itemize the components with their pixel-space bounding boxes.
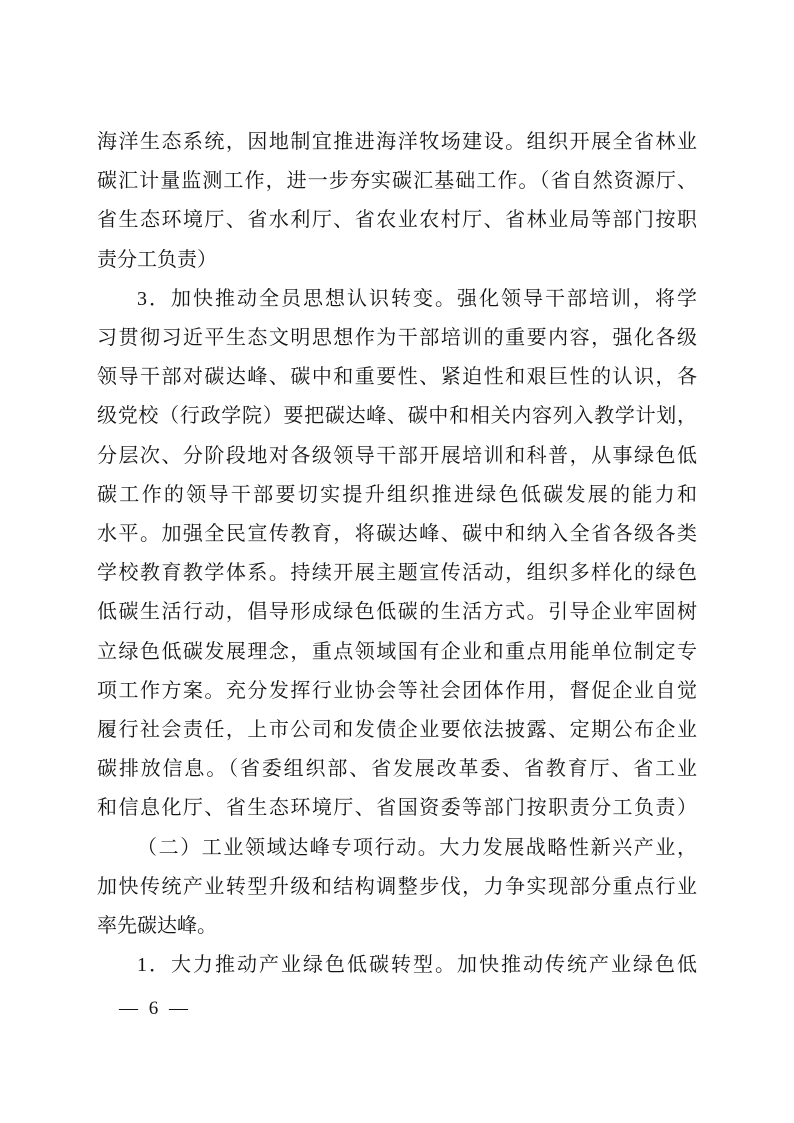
text-line: 责分工负责） [97,248,217,271]
text-line: 水平。加强全民宣传教育，将碳达峰、碳中和纳入全省各级各类 [97,523,697,546]
text-line: 加快传统产业转型升级和结构调整步伐，力争实现部分重点行业 [97,875,697,898]
text-line: 习贯彻习近平生态文明思想作为干部培训的重要内容，强化各级 [97,327,697,350]
text-line: 碳工作的领导干部要切实提升组织推进绿色低碳发展的能力和 [97,483,697,506]
page-number: — 6 — [119,998,191,1019]
text-line: 率先碳达峰。 [97,915,217,938]
text-line: 3．加快推动全员思想认识转变。强化领导干部培训，将学 [137,287,697,310]
document-body [97,123,697,985]
text-line: 领导干部对碳达峰、碳中和重要性、紧迫性和艰巨性的认识，各 [97,366,697,389]
text-line: 1．大力推动产业绿色低碳转型。加快推动传统产业绿色低 [137,954,697,977]
text-line: 立绿色低碳发展理念，重点领域国有企业和重点用能单位制定专 [97,640,697,663]
text-line: 和信息化厅、省生态环境厅、省国资委等部门按职责分工负责） [97,797,697,820]
text-line: 项工作方案。充分发挥行业协会等社会团体作用，督促企业自觉 [97,679,697,702]
text-line: 海洋生态系统，因地制宜推进海洋牧场建设。组织开展全省林业 [97,131,697,153]
text-line: （二）工业领域达峰专项行动。大力发展战略性新兴产业， [137,836,697,859]
text-line: 碳汇计量监测工作，进一步夯实碳汇基础工作。（省自然资源厅、 [97,170,697,193]
text-line: 分层次、分阶段地对各级领导干部开展培训和科普，从事绿色低 [97,444,697,467]
text-line: 级党校（行政学院）要把碳达峰、碳中和相关内容列入教学计划， [97,405,697,428]
text-line: 低碳生活行动，倡导形成绿色低碳的生活方式。引导企业牢固树 [97,601,697,624]
text-line: 省生态环境厅、省水利厅、省农业农村厅、省林业局等部门按职 [97,209,697,232]
text-line: 学校教育教学体系。持续开展主题宣传活动，组织多样化的绿色 [97,562,697,585]
text-line: 碳排放信息。（省委组织部、省发展改革委、省教育厅、省工业 [97,758,697,781]
text-line: 履行社会责任，上市公司和发债企业要依法披露、定期公布企业 [97,719,697,742]
